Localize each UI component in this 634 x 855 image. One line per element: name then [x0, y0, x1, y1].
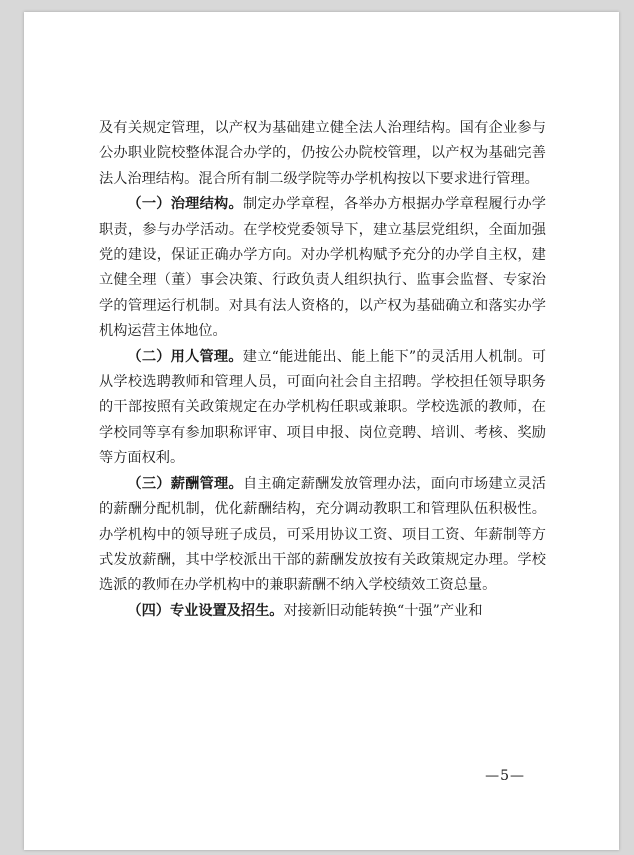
- paragraph-text: 制定办学章程，各举办方根据办学章程履行办学职责，参与办学活动。在学校党委领导下，建立基层党组织，全面加强党的建设，保证正确办学方向。对办学机构赋予充分的办学自主权，建立健全理（董）事会决策、行政负责人组织执行、监事会监督、专家治学的管理运行机制。对具有法人资格的，以产权为基础确立和落实办学机构运营主体地位。: [99, 196, 546, 340]
- page-number: —5—: [485, 768, 525, 784]
- document-body: [99, 116, 546, 624]
- paragraph-salary-management: [99, 472, 546, 599]
- paragraph-governance-structure: [99, 192, 546, 344]
- document-page: [24, 12, 619, 850]
- paragraph-text: 对接新旧动能转换“十强”产业和: [283, 602, 483, 619]
- paragraph-text: 及有关规定管理，以产权为基础建立健全法人治理结构。国有企业参与公办职业院校整体混合办学的，仍按公办院校管理，以产权为基础完善法人治理结构。混合所有制二级学院等办学机构按以下要求进行管理。: [99, 120, 546, 187]
- paragraph-major-setting: [99, 599, 546, 624]
- paragraph-heading: （四）专业设置及招生。: [127, 602, 284, 619]
- paragraph-heading: （二）用人管理。: [127, 348, 243, 365]
- paragraph-heading: （一）治理结构。: [127, 196, 243, 213]
- paragraph-text: 自主确定薪酬发放管理办法，面向市场建立灵活的薪酬分配机制，优化薪酬结构，充分调动教职工和管理队伍积极性。办学机构中的领导班子成员，可采用协议工资、项目工资、年薪制等方式发放薪酬，其中学校派出干部的薪酬发放按有关政策规定办理。学校选派的教师在办学机构中的兼职薪酬不纳入学校绩效工资总量。: [99, 475, 546, 594]
- paragraph-heading: （三）薪酬管理。: [127, 475, 243, 492]
- paragraph-0: [99, 116, 546, 192]
- paragraph-text: 建立“能进能出、能上能下”的灵活用人机制。可从学校选聘教师和管理人员，可面向社会自主招聘。学校担任领导职务的干部按照有关政策规定在办学机构任职或兼职。学校选派的教师，在学校同等享有参加职称评审、项目申报、岗位竞聘、培训、考核、奖励等方面权利。: [99, 348, 546, 467]
- paragraph-personnel-management: [99, 345, 546, 472]
